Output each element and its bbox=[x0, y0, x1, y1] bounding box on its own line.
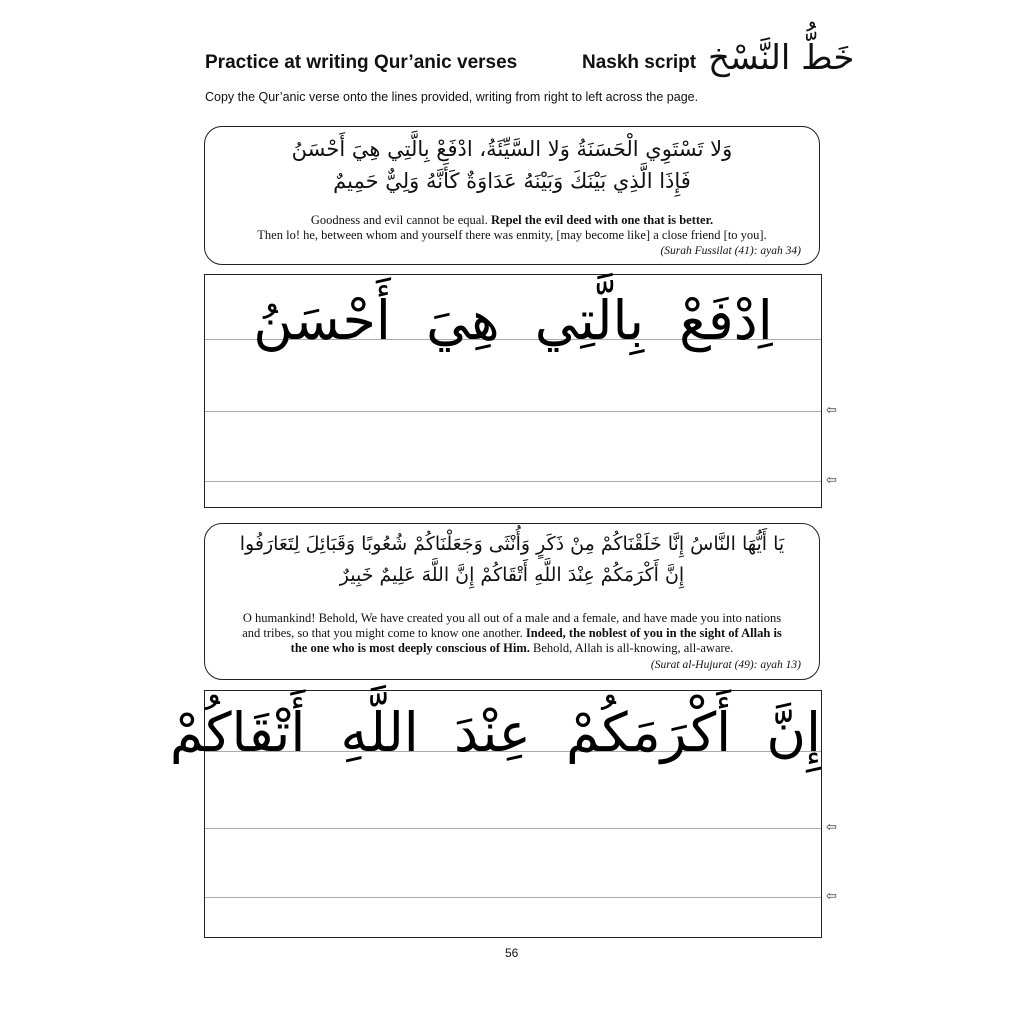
verse-1-translation-line-2: Then lo! he, between whom and yourself there was enmity, [may become like] a close friend [to you]. bbox=[257, 228, 767, 242]
writing-line bbox=[205, 411, 821, 412]
verse-1-reference: (Surah Fussilat (41): ayah 34) bbox=[660, 245, 801, 257]
verse-box-1 bbox=[204, 126, 820, 265]
right-to-left-arrow-icon: ⇦ bbox=[826, 889, 837, 904]
right-to-left-arrow-icon: ⇦ bbox=[826, 473, 837, 488]
verse-2-arabic-line-2: إِنَّ أَكْرَمَكُمْ عِنْدَ اللَّهِ أَتْقَاكُمْ إِنَّ اللَّهَ عَلِيمٌ خَبِيرٌ bbox=[339, 564, 685, 586]
page-number: 56 bbox=[505, 946, 519, 960]
translation-emphasis: Repel the evil deed with one that is better. bbox=[491, 213, 714, 227]
writing-line bbox=[205, 897, 821, 898]
verse-2-translation-line-3 bbox=[205, 641, 819, 656]
translation-text: and tribes, so that you might come to know one another. bbox=[242, 626, 523, 640]
verse-2-arabic-line-1: يَا أَيُّهَا النَّاسُ إِنَّا خَلَقْنَاكُمْ مِنْ ذَكَرٍ وَأُنْثَى وَجَعَلْنَاكُمْ شُعُوبًا وَقَبَائِلَ لِتَعَارَفُوا bbox=[239, 533, 785, 555]
instruction-text: Copy the Qur’anic verse onto the lines provided, writing from right to left across the page. bbox=[205, 90, 699, 104]
verse-1-arabic-line-1: وَلا تَسْتَوِي الْحَسَنَةُ وَلا السَّيِّئَةُ، ادْفَعْ بِالَّتِي هِيَ أَحْسَنُ bbox=[291, 137, 733, 161]
verse-2-reference: (Surat al-Hujurat (49): ayah 13) bbox=[650, 659, 801, 671]
practice-box-1[interactable] bbox=[204, 274, 822, 508]
verse-2-translation-line-2 bbox=[205, 626, 819, 641]
translation-emphasis: the one who is most deeply conscious of Him. bbox=[290, 641, 530, 655]
right-to-left-arrow-icon: ⇦ bbox=[826, 403, 837, 418]
verse-1-translation-line-1 bbox=[205, 213, 819, 228]
verse-box-2 bbox=[204, 523, 820, 680]
page-title: Practice at writing Qur’anic verses bbox=[205, 52, 518, 73]
script-name-arabic: خَطُّ النَّسْخ bbox=[708, 38, 855, 78]
translation-text: Goodness and evil cannot be equal. bbox=[310, 213, 488, 227]
writing-line bbox=[205, 828, 821, 829]
right-to-left-arrow-icon: ⇦ bbox=[826, 820, 837, 835]
practice-box-2[interactable] bbox=[169, 690, 822, 938]
verse-2-translation-line-1: O humankind! Behold, We have created you all out of a male and a female, and have made you into nations bbox=[242, 611, 782, 625]
writing-line bbox=[205, 481, 821, 482]
practice-model-2: إِنَّ أَكْرَمَكُمْ عِنْدَ اللَّهِ أَتْقَاكُمْ bbox=[169, 701, 821, 764]
script-name: Naskh script bbox=[582, 52, 697, 73]
practice-model-1: اِدْفَعْ بِالَّتِي هِيَ أَحْسَنُ bbox=[253, 289, 773, 352]
translation-text: Behold, Allah is all-knowing, all-aware. bbox=[533, 641, 734, 655]
translation-emphasis: Indeed, the noblest of you in the sight of Allah is bbox=[525, 626, 782, 640]
verse-1-arabic-line-2: فَإِذَا الَّذِي بَيْنَكَ وَبَيْنَهُ عَدَاوَةٌ كَأَنَّهُ وَلِيٌّ حَمِيمٌ bbox=[333, 169, 691, 193]
